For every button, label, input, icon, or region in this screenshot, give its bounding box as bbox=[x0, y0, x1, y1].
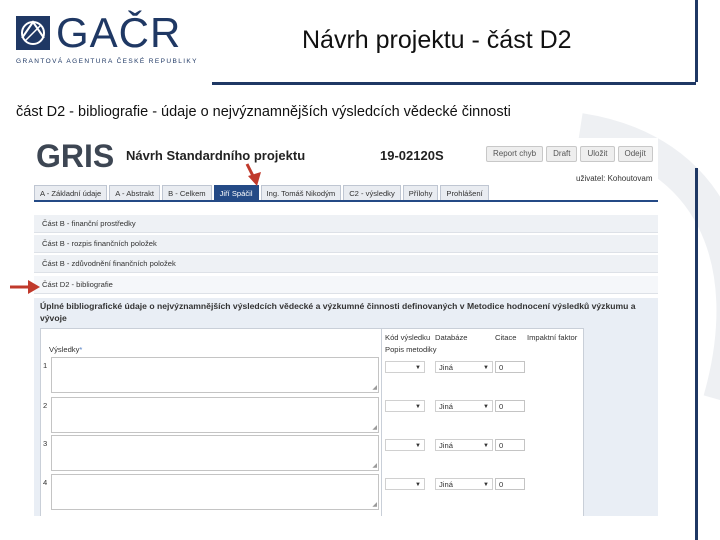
database-select[interactable]: Jiná ▼ bbox=[435, 439, 493, 451]
col-header-impact: Impaktní faktor bbox=[527, 333, 578, 342]
page-number: 47 bbox=[701, 504, 712, 514]
citations-input[interactable]: 0 bbox=[495, 478, 525, 490]
row-number: 2 bbox=[43, 401, 48, 410]
code-select[interactable] bbox=[385, 361, 425, 373]
resize-grip-icon[interactable]: ◢ bbox=[372, 425, 377, 431]
dropdown-arrow-icon: ▼ bbox=[483, 443, 489, 449]
leave-button[interactable]: Odejít bbox=[618, 146, 653, 162]
logo-subtitle: GRANTOVÁ AGENTURA ČESKÉ REPUBLIKY bbox=[16, 58, 198, 65]
title-rule bbox=[212, 82, 696, 85]
tab-person-2[interactable]: Ing. Tomáš Nikodým bbox=[261, 185, 342, 201]
database-select[interactable]: Jiná ▼ bbox=[435, 400, 493, 412]
red-arrow-pointer bbox=[244, 162, 268, 190]
tab-attachments[interactable]: Přílohy bbox=[403, 185, 439, 201]
gris-logo: GRIS bbox=[36, 138, 115, 174]
gacr-logo bbox=[16, 9, 198, 70]
citations-input[interactable]: 0 bbox=[495, 439, 525, 451]
tab-person-1[interactable]: Jiří Spáčil bbox=[214, 185, 259, 201]
vertical-rule-bottom bbox=[695, 168, 698, 540]
database-select[interactable]: Jiná ▼ bbox=[435, 361, 493, 373]
slide-title: Návrh projektu - část D2 bbox=[302, 26, 572, 54]
resize-grip-icon[interactable]: ◢ bbox=[372, 463, 377, 469]
user-label: uživatel: Kohoutovam bbox=[576, 174, 653, 183]
dropdown-arrow-icon: ▼ bbox=[483, 482, 489, 488]
save-button[interactable]: Uložit bbox=[580, 146, 614, 162]
resize-grip-icon[interactable]: ◢ bbox=[372, 502, 377, 508]
code-select[interactable] bbox=[385, 400, 425, 412]
bibliography-description: Úplné bibliografické údaje o nejvýznamnějších výsledcích vědecké a výzkumné činnosti definovaných v Metodice hodnocení výsledků výzkumu a vývoje bbox=[40, 301, 636, 323]
section-financial-breakdown[interactable]: Část B - rozpis finančních položek bbox=[34, 235, 658, 253]
result-textarea[interactable] bbox=[51, 397, 379, 433]
dropdown-arrow-icon: ▼ bbox=[483, 365, 489, 371]
col-header-method: Popis metodiky bbox=[385, 345, 437, 354]
tab-total[interactable]: B - Celkem bbox=[162, 185, 212, 201]
row-number: 4 bbox=[43, 478, 48, 487]
code-select[interactable] bbox=[385, 439, 425, 451]
col-header-database: Databáze bbox=[435, 333, 468, 342]
vertical-rule-top bbox=[695, 0, 698, 82]
section-financial-resources[interactable]: Část B - finanční prostředky bbox=[34, 215, 658, 233]
col-header-code: Kód výsledku bbox=[385, 333, 431, 342]
dropdown-arrow-icon: ▼ bbox=[415, 443, 421, 449]
column-separator bbox=[381, 329, 382, 516]
dropdown-arrow-icon: ▼ bbox=[415, 482, 421, 488]
tab-results[interactable]: C2 - výsledky bbox=[343, 185, 401, 201]
tab-abstract[interactable]: A - Abstrakt bbox=[109, 185, 160, 201]
tab-declaration[interactable]: Prohlášení bbox=[440, 185, 488, 201]
red-arrow-pointer bbox=[8, 278, 42, 296]
help-icon[interactable]: * bbox=[79, 345, 83, 354]
col-header-citations: Citace bbox=[495, 333, 517, 342]
result-textarea[interactable] bbox=[51, 435, 379, 471]
section-bibliography[interactable]: Část D2 - bibliografie bbox=[34, 276, 658, 294]
code-select[interactable] bbox=[385, 478, 425, 490]
col-header-results: Výsledky* bbox=[49, 345, 83, 354]
app-screenshot bbox=[34, 138, 658, 516]
row-number: 3 bbox=[43, 439, 48, 448]
section-financial-justification[interactable]: Část B - zdůvodnění finančních položek bbox=[34, 255, 658, 273]
tabs-underline bbox=[34, 200, 658, 202]
app-title: Návrh Standardního projektu bbox=[126, 148, 306, 163]
project-id: 19-02120S bbox=[380, 148, 444, 163]
dropdown-arrow-icon: ▼ bbox=[483, 404, 489, 410]
citations-input[interactable]: 0 bbox=[495, 361, 525, 373]
toolbar bbox=[486, 146, 653, 162]
result-textarea[interactable] bbox=[51, 474, 379, 510]
resize-grip-icon[interactable]: ◢ bbox=[372, 385, 377, 391]
result-textarea[interactable] bbox=[51, 357, 379, 393]
row-number: 1 bbox=[43, 361, 48, 370]
report-bug-button[interactable]: Report chyb bbox=[486, 146, 543, 162]
gacr-logo-mark bbox=[16, 16, 50, 50]
database-select[interactable]: Jiná ▼ bbox=[435, 478, 493, 490]
dropdown-arrow-icon: ▼ bbox=[415, 365, 421, 371]
draft-button[interactable]: Draft bbox=[546, 146, 577, 162]
tab-basic-info[interactable]: A - Základní údaje bbox=[34, 185, 107, 201]
slide-subtitle: část D2 - bibliografie - údaje o nejvýznamnějších výsledcích vědecké činnosti bbox=[16, 104, 511, 120]
logo-text: GAČR bbox=[56, 9, 182, 56]
dropdown-arrow-icon: ▼ bbox=[415, 404, 421, 410]
results-table bbox=[40, 328, 584, 516]
citations-input[interactable]: 0 bbox=[495, 400, 525, 412]
